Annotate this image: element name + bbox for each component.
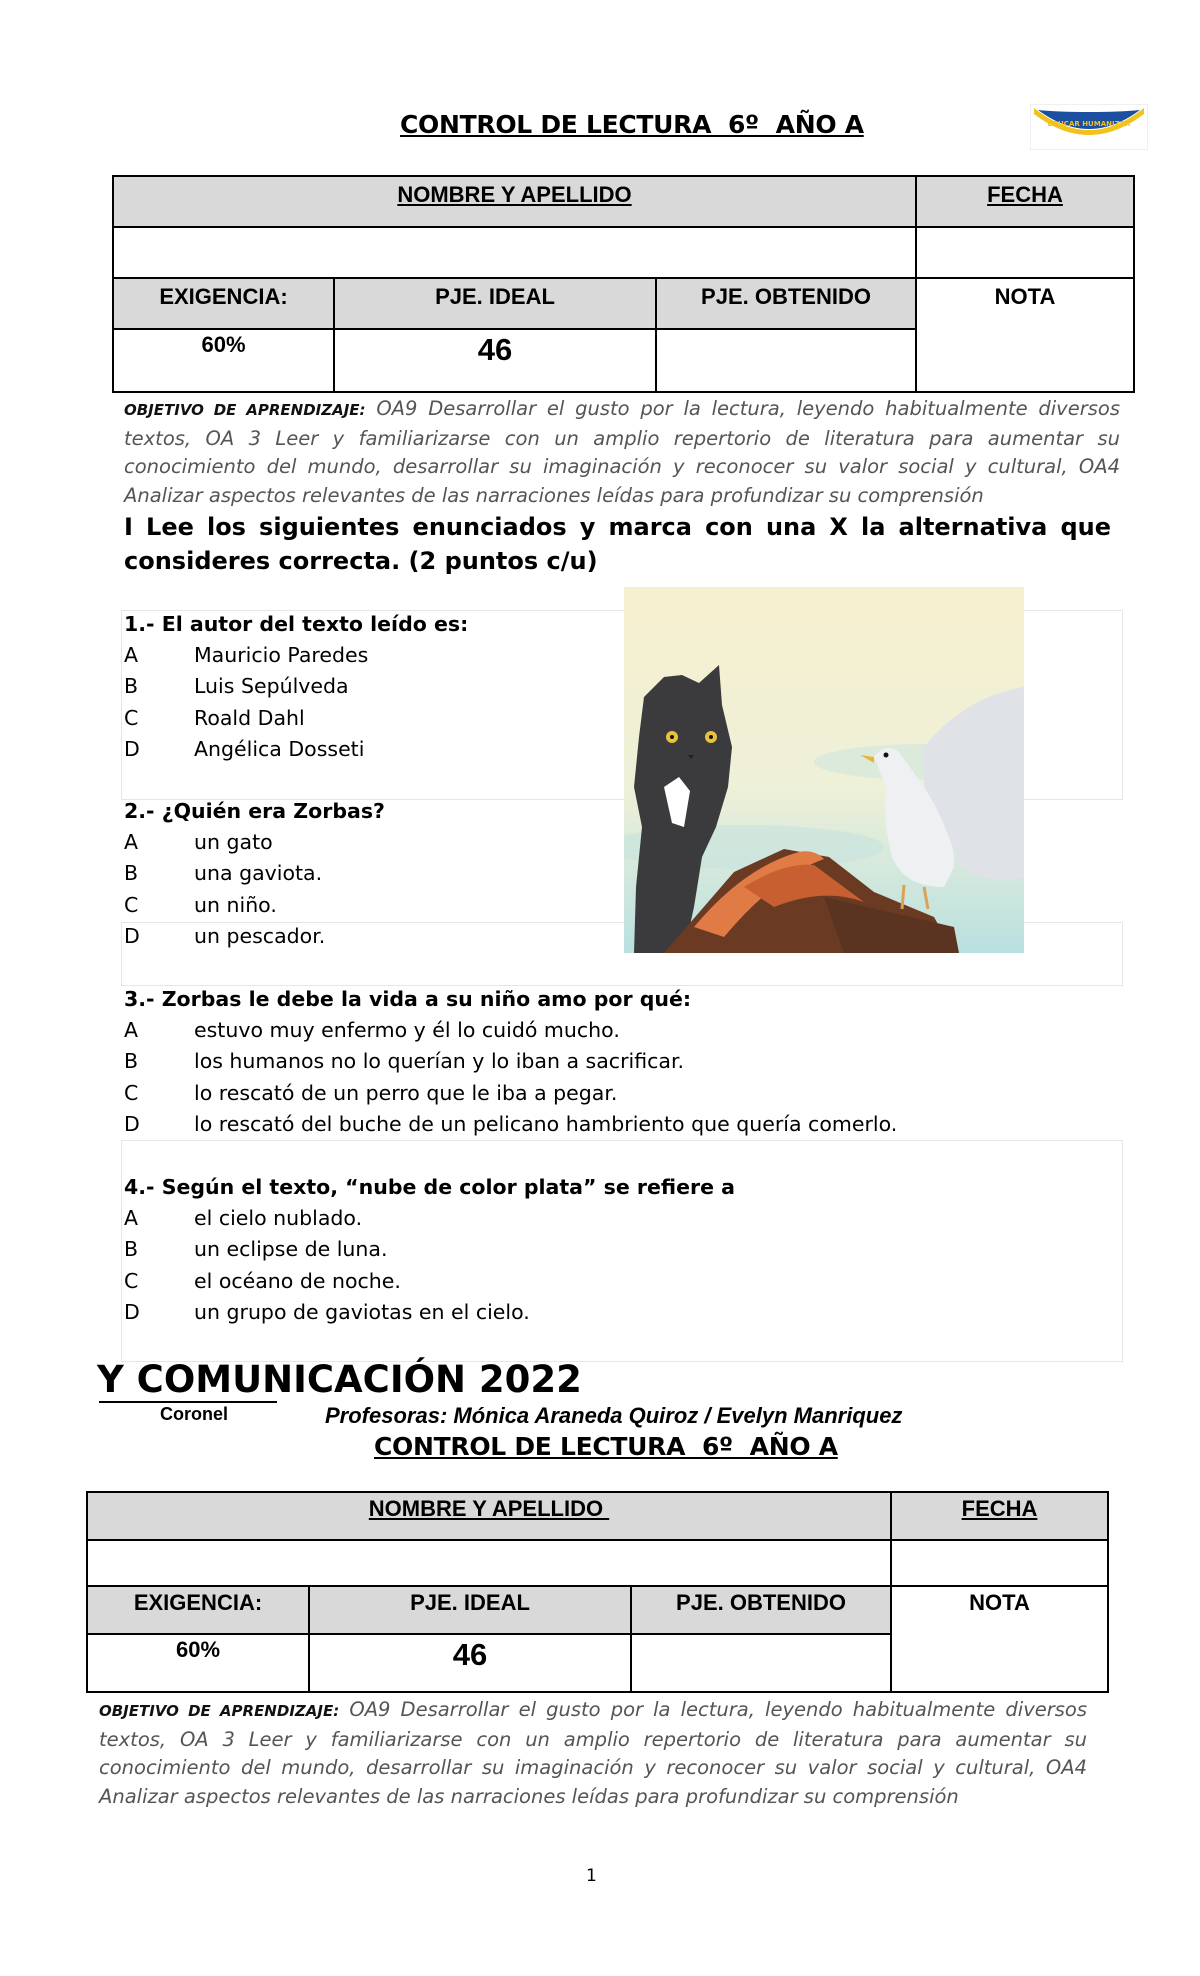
page-title-2: CONTROL DE LECTURA 6º AÑO A	[374, 1432, 838, 1461]
obtenido-label: PJE. OBTENIDO	[656, 278, 916, 329]
nota-cell[interactable]	[891, 1586, 1108, 1692]
option-c[interactable]: C un niño.	[124, 892, 277, 917]
option-d[interactable]: D lo rescató del buche de un pelicano hambriento que quería comerlo.	[124, 1111, 898, 1136]
question-2	[124, 796, 1024, 952]
banner-underline	[99, 1401, 277, 1403]
learning-objective	[124, 395, 1120, 510]
student-info-table-2	[86, 1491, 1109, 1693]
name-header: NOMBRE Y APELLIDO	[87, 1492, 891, 1540]
name-field[interactable]	[87, 1540, 891, 1586]
question-title: 4.- Según el texto, “nube de color plata” se refiere a	[124, 1175, 735, 1199]
question-title: 1.- El autor del texto leído es:	[124, 612, 469, 636]
ideal-label: PJE. IDEAL	[309, 1586, 631, 1634]
date-header: FECHA	[916, 176, 1134, 227]
coronel-label: Coronel	[160, 1404, 229, 1424]
option-c[interactable]: C lo rescató de un perro que le iba a pegar.	[124, 1080, 618, 1105]
name-field[interactable]	[113, 227, 916, 278]
name-header: NOMBRE Y APELLIDO	[113, 176, 916, 227]
obtenido-label: PJE. OBTENIDO	[631, 1586, 891, 1634]
nota-label: NOTA	[969, 1590, 1030, 1615]
student-info-table	[112, 175, 1135, 393]
option-b[interactable]: B Luis Sepúlveda	[124, 674, 349, 699]
school-logo	[1030, 104, 1148, 150]
obtenido-field[interactable]	[656, 329, 916, 392]
page-title: CONTROL DE LECTURA 6º AÑO A	[400, 110, 864, 139]
option-b[interactable]: B los humanos no lo querían y lo iban a sacrificar.	[124, 1049, 685, 1074]
ideal-value: 46	[309, 1634, 631, 1692]
date-header: FECHA	[891, 1492, 1108, 1540]
instructions: I Lee los siguientes enunciados y marca con una X la alternativa que consideres correcta. (2 puntos c/u)	[124, 513, 1111, 575]
obtenido-field[interactable]	[631, 1634, 891, 1692]
question-title: 2.- ¿Quién era Zorbas?	[124, 799, 385, 823]
department-banner: Y COMUNICACIÓN 2022	[97, 1358, 582, 1401]
exigencia-label: EXIGENCIA:	[113, 278, 334, 329]
option-c[interactable]: C Roald Dahl	[124, 705, 305, 730]
nota-cell[interactable]	[916, 278, 1134, 392]
page-number: 1	[586, 1866, 597, 1886]
exigencia-value: 60%	[113, 329, 334, 392]
option-d[interactable]: D un pescador.	[124, 923, 326, 948]
learning-objective-2	[99, 1696, 1087, 1811]
date-field[interactable]	[916, 227, 1134, 278]
option-a[interactable]: A estuvo muy enfermo y él lo cuidó mucho.	[124, 1018, 620, 1042]
option-b[interactable]: B un eclipse de luna.	[124, 1237, 388, 1262]
objective-label: OBJETIVO DE APRENDIZAJE:	[124, 401, 366, 419]
objective-text: OA9 Desarrollar el gusto por la lectura, leyendo habitualmente diversos textos, OA 3 Leer y familiarizarse con un amplio repertorio de literatura para aumentar su conocimiento del mundo, desarrollar su imaginación y reconocer su valor social y cultural, OA4 Analizar aspectos relevantes de las narraciones leídas para profundizar su comprensión	[99, 1698, 1087, 1808]
option-a[interactable]: A un gato	[124, 830, 273, 854]
ideal-value: 46	[334, 329, 656, 392]
option-b[interactable]: B una gaviota.	[124, 861, 323, 886]
option-a[interactable]: A Mauricio Paredes	[124, 643, 369, 667]
question-4	[124, 1172, 1024, 1328]
question-1	[124, 609, 1024, 765]
exigencia-label: EXIGENCIA:	[87, 1586, 309, 1634]
option-a[interactable]: A el cielo nublado.	[124, 1206, 363, 1230]
question-3	[124, 984, 1124, 1140]
option-d[interactable]: D Angélica Dosseti	[124, 736, 365, 761]
question-title: 3.- Zorbas le debe la vida a su niño amo por qué:	[124, 987, 692, 1011]
objective-text: OA9 Desarrollar el gusto por la lectura, leyendo habitualmente diversos textos, OA 3 Leer y familiarizarse con un amplio repertorio de literatura para aumentar su conocimiento del mundo, desarrollar su imaginación y reconocer su valor social y cultural, OA4 Analizar aspectos relevantes de las narraciones leídas para profundizar su comprensión	[124, 397, 1120, 507]
ideal-label: PJE. IDEAL	[334, 278, 656, 329]
professors: Profesoras: Mónica Araneda Quiroz / Evelyn Manriquez	[325, 1403, 903, 1428]
exigencia-value: 60%	[87, 1634, 309, 1692]
date-field[interactable]	[891, 1540, 1108, 1586]
option-c[interactable]: C el océano de noche.	[124, 1268, 401, 1293]
option-d[interactable]: D un grupo de gaviotas en el cielo.	[124, 1299, 530, 1324]
nota-label: NOTA	[994, 284, 1056, 309]
logo-text: EDUCAR HUMANIZAR	[1047, 120, 1131, 128]
objective-label: OBJETIVO DE APRENDIZAJE:	[99, 1702, 340, 1720]
